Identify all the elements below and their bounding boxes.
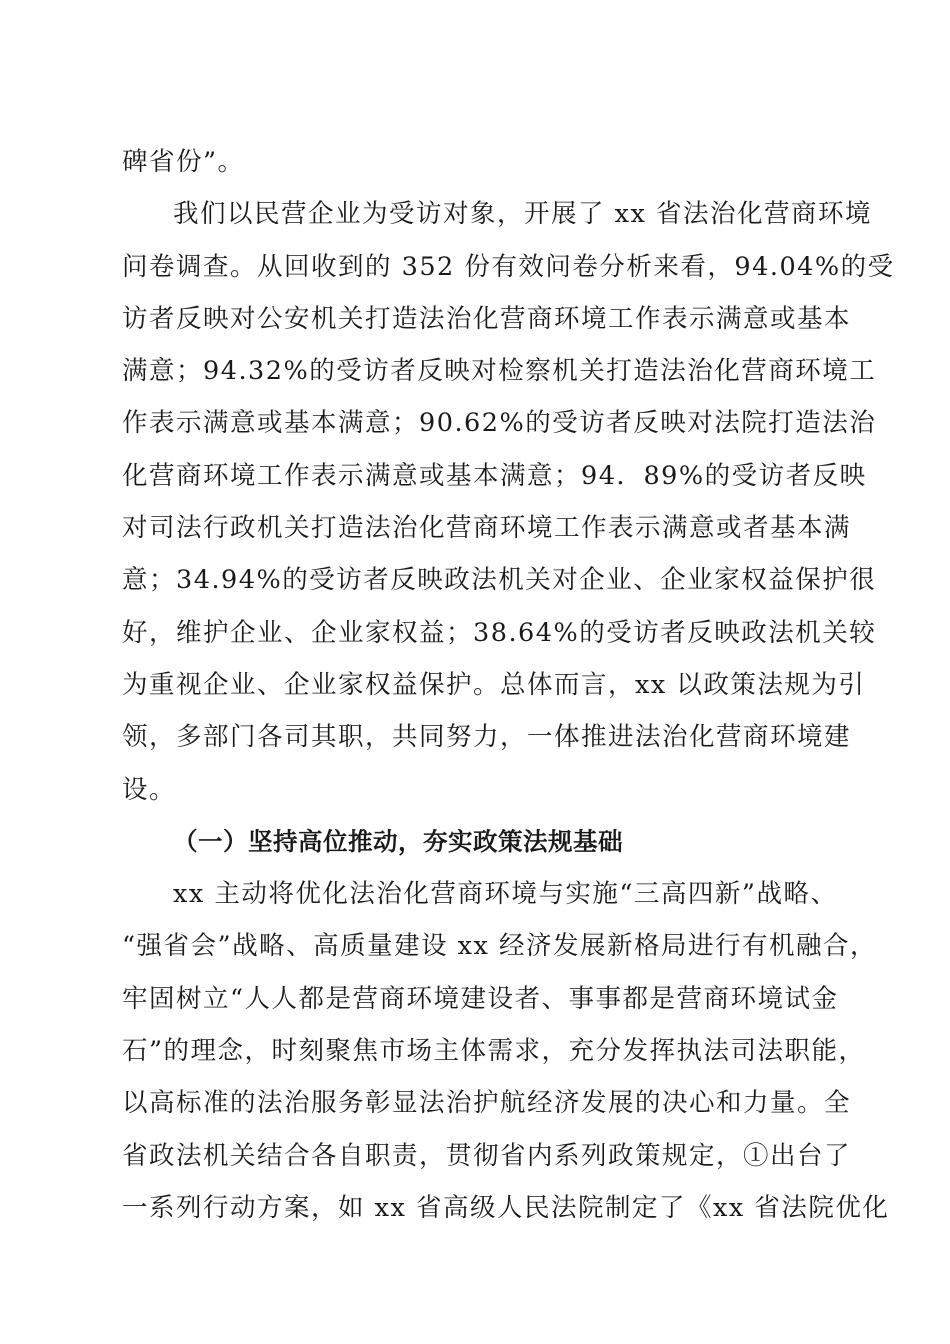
text-line: 一系列行动方案，如 xx 省高级人民法院制定了《xx 省法院优化 <box>122 1192 890 1223</box>
text-line: “强省会”战略、高质量建设 xx 经济发展新格局进行有机融合， <box>122 931 878 962</box>
text-line: 省政法机关结合各自职责，贯彻省内系列政策规定，①出台了 <box>122 1140 852 1171</box>
paragraph-first-line: 我们以民营企业为受访对象，开展了 xx 省法治化营商环境 <box>173 199 872 230</box>
text-line: 化营商环境工作表示满意或基本满意；94．89%的受访者反映 <box>122 460 867 491</box>
text-line: 石”的理念，时刻聚焦市场主体需求，充分发挥执法司法职能， <box>122 1036 866 1067</box>
text-line: 碑省份”。 <box>122 147 245 177</box>
text-line: 问卷调查。从回收到的 352 份有效问卷分析来看，94.04%的受 <box>122 251 895 282</box>
text-line: 对司法行政机关打造法治化营商环境工作表示满意或者基本满 <box>122 513 852 544</box>
section-heading: （一）坚持高位推动，夯实政策法规基础 <box>173 826 623 856</box>
text-line: 作表示满意或基本满意；90.62%的受访者反映对法院打造法治 <box>122 408 877 439</box>
text-line: 设。 <box>122 774 177 805</box>
text-line: 好，维护企业、企业家权益；38.64%的受访者反映政法机关较 <box>122 617 877 648</box>
text-line: 为重视企业、企业家权益保护。总体而言，xx 以政策法规为引 <box>122 669 866 700</box>
text-line: 满意；94.32%的受访者反映对检察机关打造法治化营商环境工 <box>122 356 877 387</box>
text-line: 牢固树立“人人都是营商环境建设者、事事都是营商环境试金 <box>122 983 839 1014</box>
text-line: 以高标准的法治服务彰显法治护航经济发展的决心和力量。全 <box>122 1088 852 1119</box>
text-line: 意；34.94%的受访者反映政法机关对企业、企业家权益保护很 <box>122 565 877 596</box>
text-line: 领，多部门各司其职，共同努力，一体推进法治化营商环境建 <box>122 722 852 753</box>
document-page <box>122 136 895 1234</box>
paragraph-first-line: xx 主动将优化法治化营商环境与实施“三高四新”战略、 <box>173 879 838 910</box>
text-line: 访者反映对公安机关打造法治化营商环境工作表示满意或基本 <box>122 303 852 334</box>
